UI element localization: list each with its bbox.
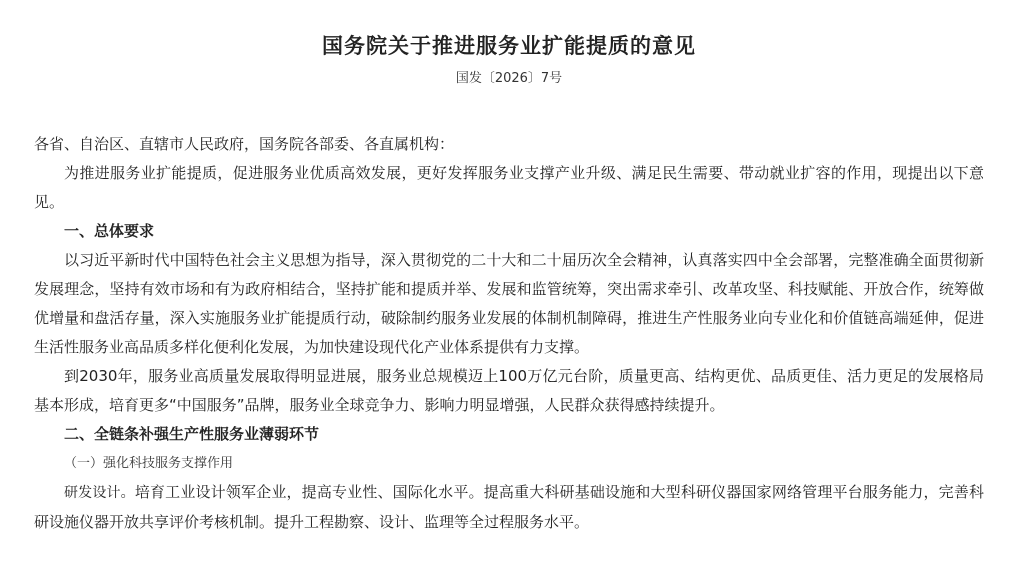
document-title: 国务院关于推进服务业扩能提质的意见 (322, 33, 696, 58)
section-1-paragraph-1: 以习近平新时代中国特色社会主义思想为指导，深入贯彻党的二十大和二十届历次全会精神，认真落实四中全会部署，完整准确全面贯彻新发展理念，坚持有效市场和有为政府相结合，坚持扩能和提质并举、发展和监管统筹，突出需求牵引、改革攻坚、科技赋能、开放合作，统筹做优增量和盘活存量，深入实施服务业扩能提质行动，破除制约服务业发展的体制机制障碍，推进生产性服务业向专业化和价值链高端延伸，促进生活性服务业高品质多样化便利化发展，为加快建设现代化产业体系提供有力支撑。 (34, 251, 984, 356)
item-text: 培育工业设计领军企业，提高专业性、国际化水平。提高重大科研基础设施和大型科研仪器国家网络管理平台服务能力，完善科研设施仪器开放共享评价考核机制。提升工程勘察、设计、监理等全过程服务水平。 (34, 483, 985, 531)
addressee-line: 各省、自治区、直辖市人民政府，国务院各部委、各直属机构： (34, 135, 455, 153)
section-1-paragraph-2: 到2030年，服务业高质量发展取得明显进展，服务业总规模迈上100万亿元台阶，质量更高、结构更优、品质更佳、活力更足的发展格局基本形成，培育更多“中国服务”品牌，服务业全球竞争力、影响力明显增强，人民群众获得感持续提升。 (34, 367, 984, 414)
document-number: 国发〔2026〕7号 (455, 71, 563, 86)
section-2-item-paragraph (34, 478, 984, 537)
item-lead-label: 研发设计。 (64, 485, 135, 501)
section-1-heading: 一、总体要求 (64, 222, 155, 240)
document-body (34, 130, 984, 537)
section-2-heading: 二、全链条补强生产性服务业薄弱环节 (64, 425, 320, 443)
section-2-subheading: （一）强化科技服务支撑作用 (64, 456, 234, 471)
intro-paragraph: 为推进服务业扩能提质，促进服务业优质高效发展，更好发挥服务业支撑产业升级、满足民生需要、带动就业扩容的作用，现提出以下意见。 (34, 164, 984, 211)
